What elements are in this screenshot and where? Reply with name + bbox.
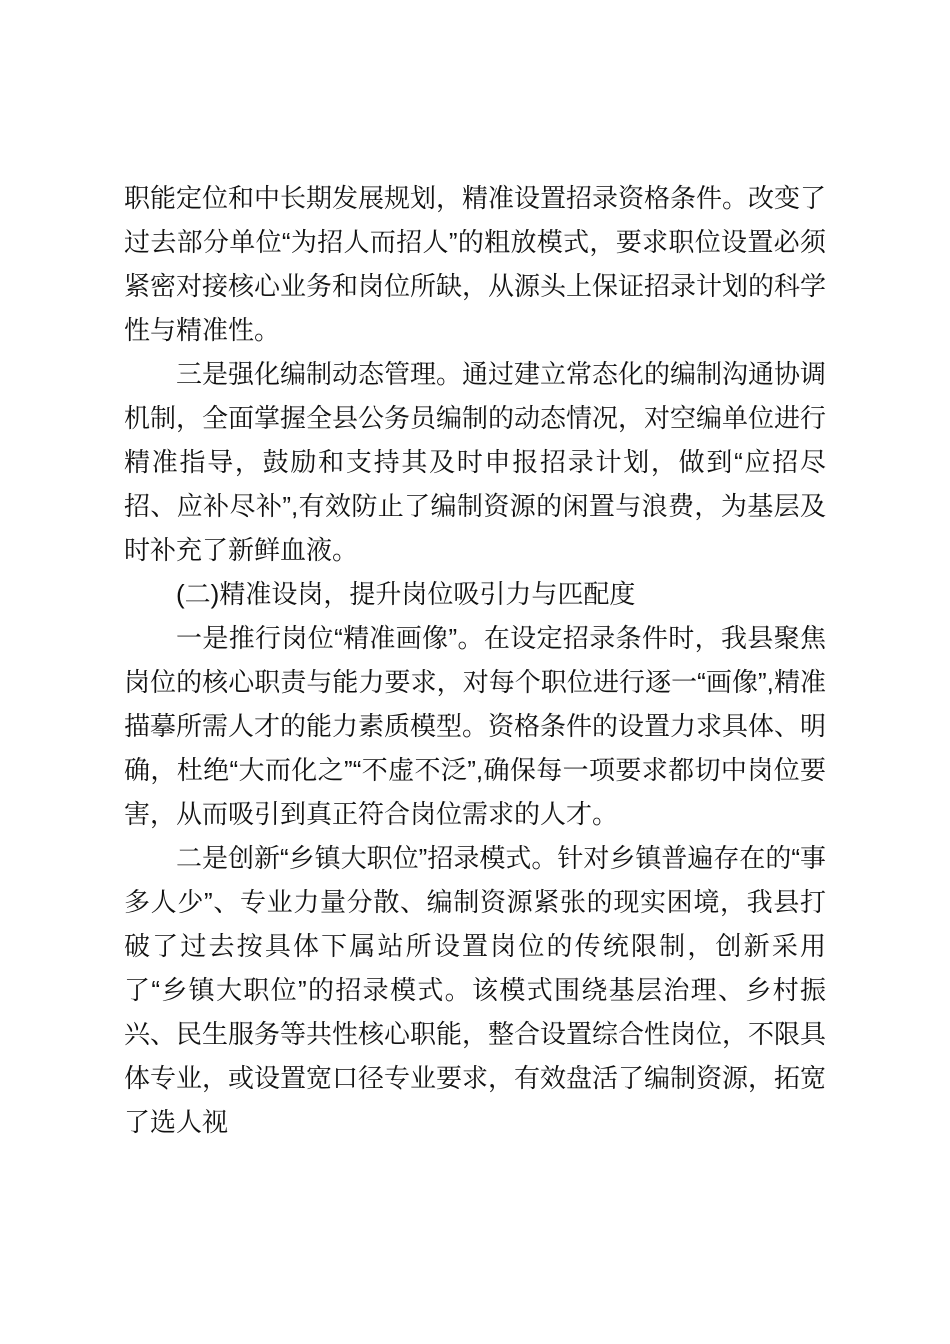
- paragraph-continuation: 职能定位和中长期发展规划，精准设置招录资格条件。改变了过去部分单位“为招人而招人”的粗放模式，要求职位设置必须紧密对接核心业务和岗位所缺，从源头上保证招录计划的科学性与精准性。: [124, 183, 827, 345]
- section-heading: (二)精准设岗，提升岗位吸引力与匹配度: [176, 579, 636, 609]
- document-content: [124, 176, 826, 1144]
- paragraph-editorial-management: 三是强化编制动态管理。通过建立常态化的编制沟通协调机制，全面掌握全县公务员编制的动态情况，对空编单位进行精准指导，鼓励和支持其及时申报招录计划，做到“应招尽招、应补尽补”,有效防止了编制资源的闲置与浪费，为基层及时补充了新鲜血液。: [124, 359, 827, 565]
- paragraph-job-profiling: 一是推行岗位“精准画像”。在设定招录条件时，我县聚焦岗位的核心职责与能力要求，对每个职位进行逐一“画像”,精准描摹所需人才的能力素质模型。资格条件的设置力求具体、明确，杜绝“大而化之”“不虚不泛”,确保每一项要求都切中岗位要害，从而吸引到真正符合岗位需求的人才。: [124, 623, 827, 829]
- paragraph-township-positions: 二是创新“乡镇大职位”招录模式。针对乡镇普遍存在的“事多人少”、专业力量分散、编制资源紧张的现实困境，我县打破了过去按具体下属站所设置岗位的传统限制，创新采用了“乡镇大职位”的招录模式。该模式围绕基层治理、乡村振兴、民生服务等共性核心职能，整合设置综合性岗位，不限具体专业，或设置宽口径专业要求，有效盘活了编制资源，拓宽了选人视: [124, 843, 827, 1137]
